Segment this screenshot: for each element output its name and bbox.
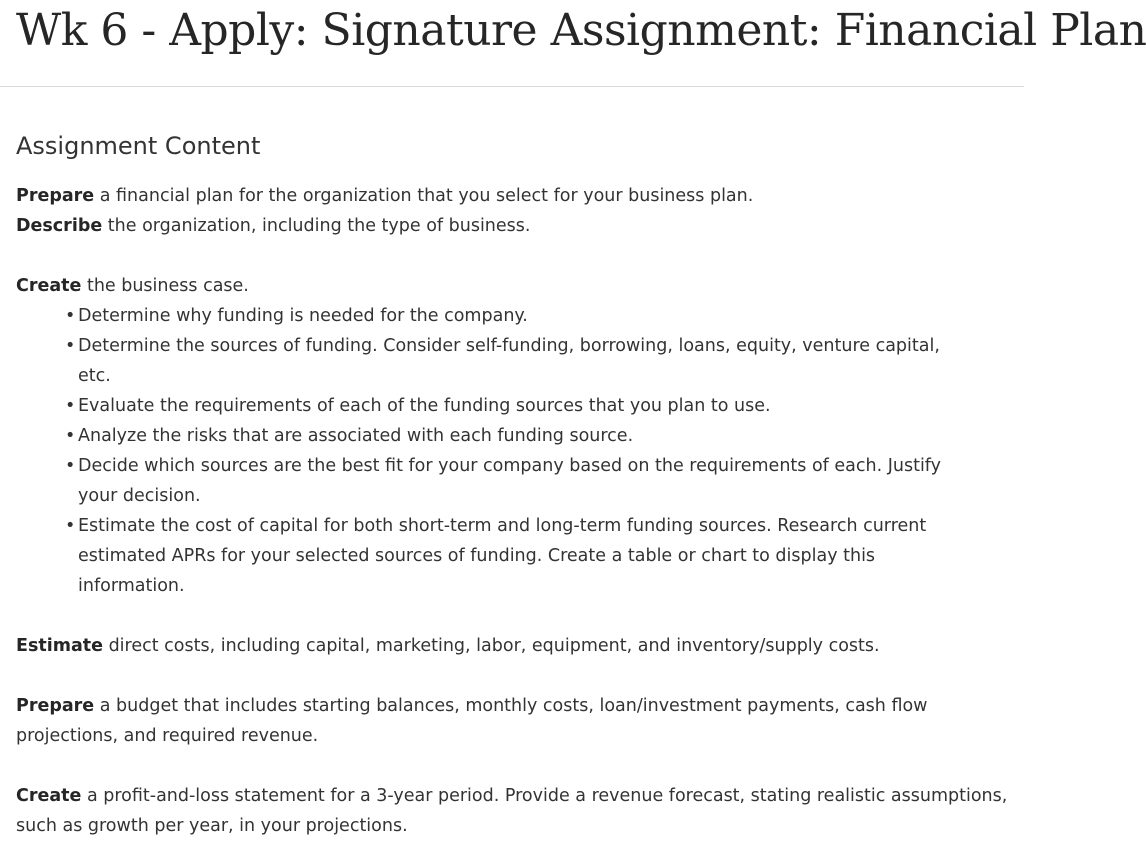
bullet-icon: • bbox=[65, 426, 76, 446]
estimate-paragraph bbox=[16, 631, 1016, 661]
estimate-text: direct costs, including capital, marketing, labor, equipment, and inventory/supply costs. bbox=[103, 636, 880, 656]
business-case-list bbox=[16, 301, 1016, 601]
bullet-icon: • bbox=[65, 516, 76, 536]
intro-prepare-bold: Prepare bbox=[16, 186, 95, 206]
spacer bbox=[16, 661, 1016, 691]
list-item bbox=[65, 391, 1016, 421]
intro-prepare-text: a financial plan for the organization that you select for your business plan. bbox=[94, 186, 754, 206]
budget-paragraph bbox=[16, 691, 1016, 751]
spacer bbox=[16, 601, 1016, 631]
list-item bbox=[65, 421, 1016, 451]
intro-prepare-paragraph bbox=[16, 181, 1016, 211]
spacer bbox=[16, 751, 1016, 781]
budget-bold: Prepare bbox=[16, 696, 95, 716]
bullet-icon: • bbox=[65, 336, 76, 356]
business-case-paragraph bbox=[16, 271, 1016, 301]
list-item-text: Evaluate the requirements of each of the funding sources that you plan to use. bbox=[78, 396, 771, 416]
list-item bbox=[65, 301, 1016, 331]
page-title: Wk 6 - Apply: Signature Assignment: Financial Plan bbox=[16, 5, 1146, 56]
list-item-text: Determine why funding is needed for the company. bbox=[78, 306, 528, 326]
business-case-text: the business case. bbox=[81, 276, 249, 296]
bullet-icon: • bbox=[65, 306, 76, 326]
budget-text: a budget that includes starting balances, monthly costs, loan/investment payments, cash flow projections, and required revenue. bbox=[16, 696, 928, 746]
list-item-text: Decide which sources are the best fit for your company based on the requirements of each. Justify your decision. bbox=[78, 456, 942, 506]
list-item-text: Estimate the cost of capital for both short-term and long-term funding sources. Research current estimated APRs for your selected sources of funding. Create a table or chart to display this information. bbox=[78, 516, 927, 596]
list-item bbox=[65, 511, 1016, 601]
intro-describe-text: the organization, including the type of business. bbox=[102, 216, 531, 236]
bullet-icon: • bbox=[65, 456, 76, 476]
intro-describe-bold: Describe bbox=[16, 216, 103, 236]
business-case-bold: Create bbox=[16, 276, 82, 296]
page-header bbox=[0, 0, 1146, 87]
profit-loss-paragraph bbox=[16, 781, 1016, 841]
list-item bbox=[65, 331, 1016, 391]
section-title: Assignment Content bbox=[16, 132, 261, 160]
estimate-bold: Estimate bbox=[16, 636, 104, 656]
list-item-text: Analyze the risks that are associated with each funding source. bbox=[78, 426, 634, 446]
profit-loss-bold: Create bbox=[16, 786, 82, 806]
intro-describe-paragraph bbox=[16, 211, 1016, 241]
list-item bbox=[65, 451, 1016, 511]
spacer bbox=[16, 241, 1016, 271]
assignment-content bbox=[0, 131, 1024, 841]
list-item-text: Determine the sources of funding. Consider self-funding, borrowing, loans, equity, venture capital, etc. bbox=[78, 336, 940, 386]
profit-loss-text: a profit-and-loss statement for a 3-year period. Provide a revenue forecast, stating realistic assumptions, such as growth per year, in your projections. bbox=[16, 786, 1008, 836]
bullet-icon: • bbox=[65, 396, 76, 416]
